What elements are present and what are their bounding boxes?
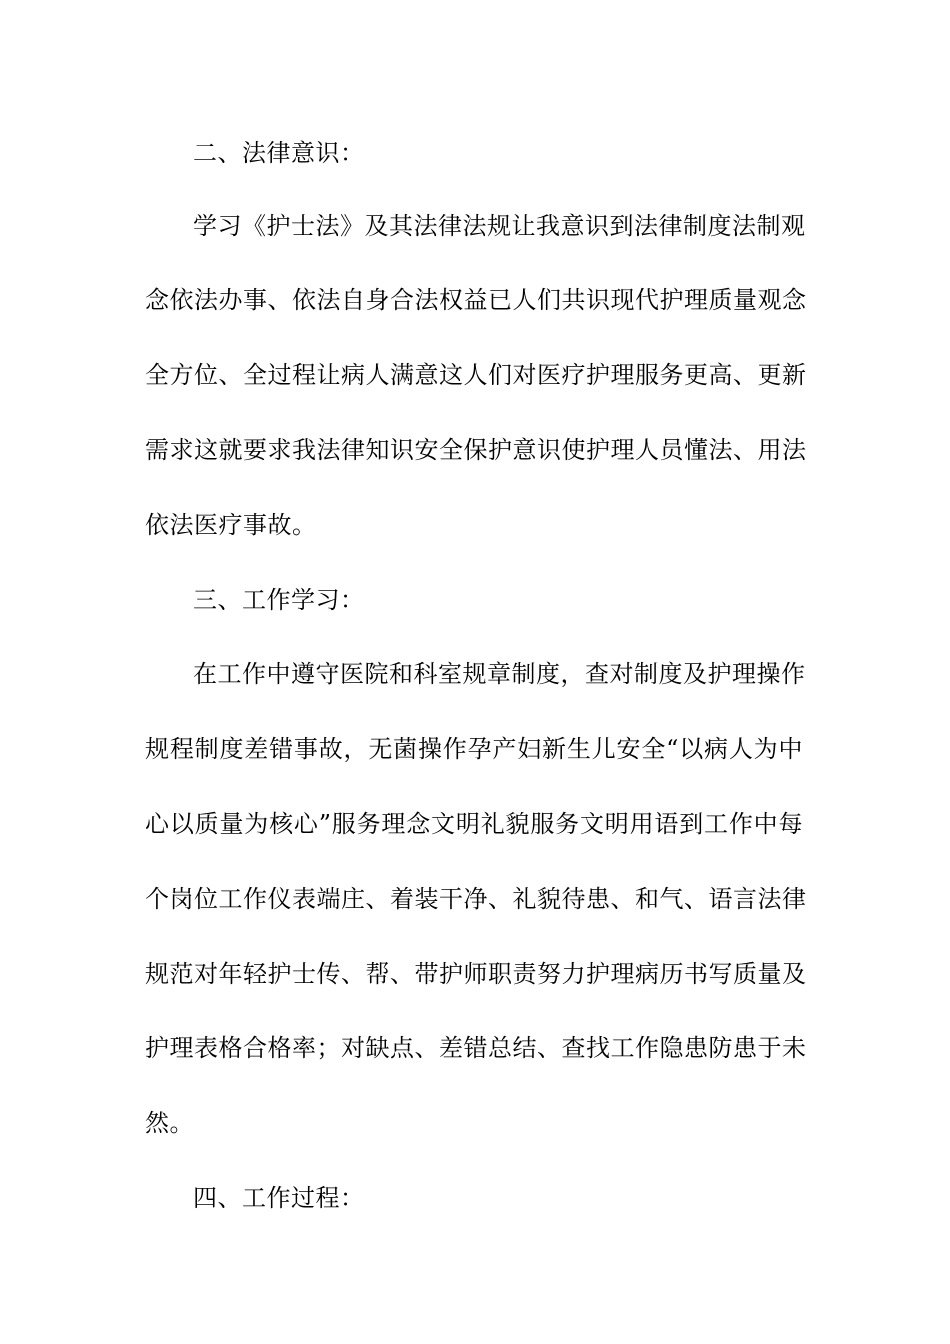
- paragraph-line: 依法医疗事故。: [145, 511, 317, 539]
- section-heading-work-study: 三、工作学习：: [193, 586, 365, 614]
- paragraph-line: 个岗位工作仪表端庄、着装干净、礼貌待患、和气、语言法律: [145, 885, 807, 913]
- paragraph-line: 念依法办事、依法自身合法权益已人们共识现代护理质量观念: [145, 286, 807, 314]
- paragraph-line: 心以质量为核心”服务理念文明礼貌服务文明用语到工作中每: [145, 810, 803, 838]
- paragraph-line: 在工作中遵守医院和科室规章制度，查对制度及护理操作: [193, 660, 806, 688]
- section-heading-work-process: 四、工作过程：: [193, 1184, 365, 1212]
- paragraph-line: 需求这就要求我法律知识安全保护意识使护理人员懂法、用法: [145, 436, 807, 464]
- paragraph-line: 护理表格合格率；对缺点、差错总结、查找工作隐患防患于未: [145, 1034, 807, 1062]
- paragraph-line: 规范对年轻护士传、帮、带护师职责努力护理病历书写质量及: [145, 960, 807, 988]
- paragraph-line: 全方位、全过程让病人满意这人们对医疗护理服务更高、更新: [145, 361, 807, 389]
- paragraph-line: 然。: [145, 1109, 194, 1137]
- paragraph-line: 学习《护士法》及其法律法规让我意识到法律制度法制观: [193, 212, 806, 240]
- paragraph-line: 规程制度差错事故，无菌操作孕产妇新生儿安全“以病人为中: [145, 735, 803, 763]
- section-heading-legal-awareness: 二、法律意识：: [193, 139, 365, 167]
